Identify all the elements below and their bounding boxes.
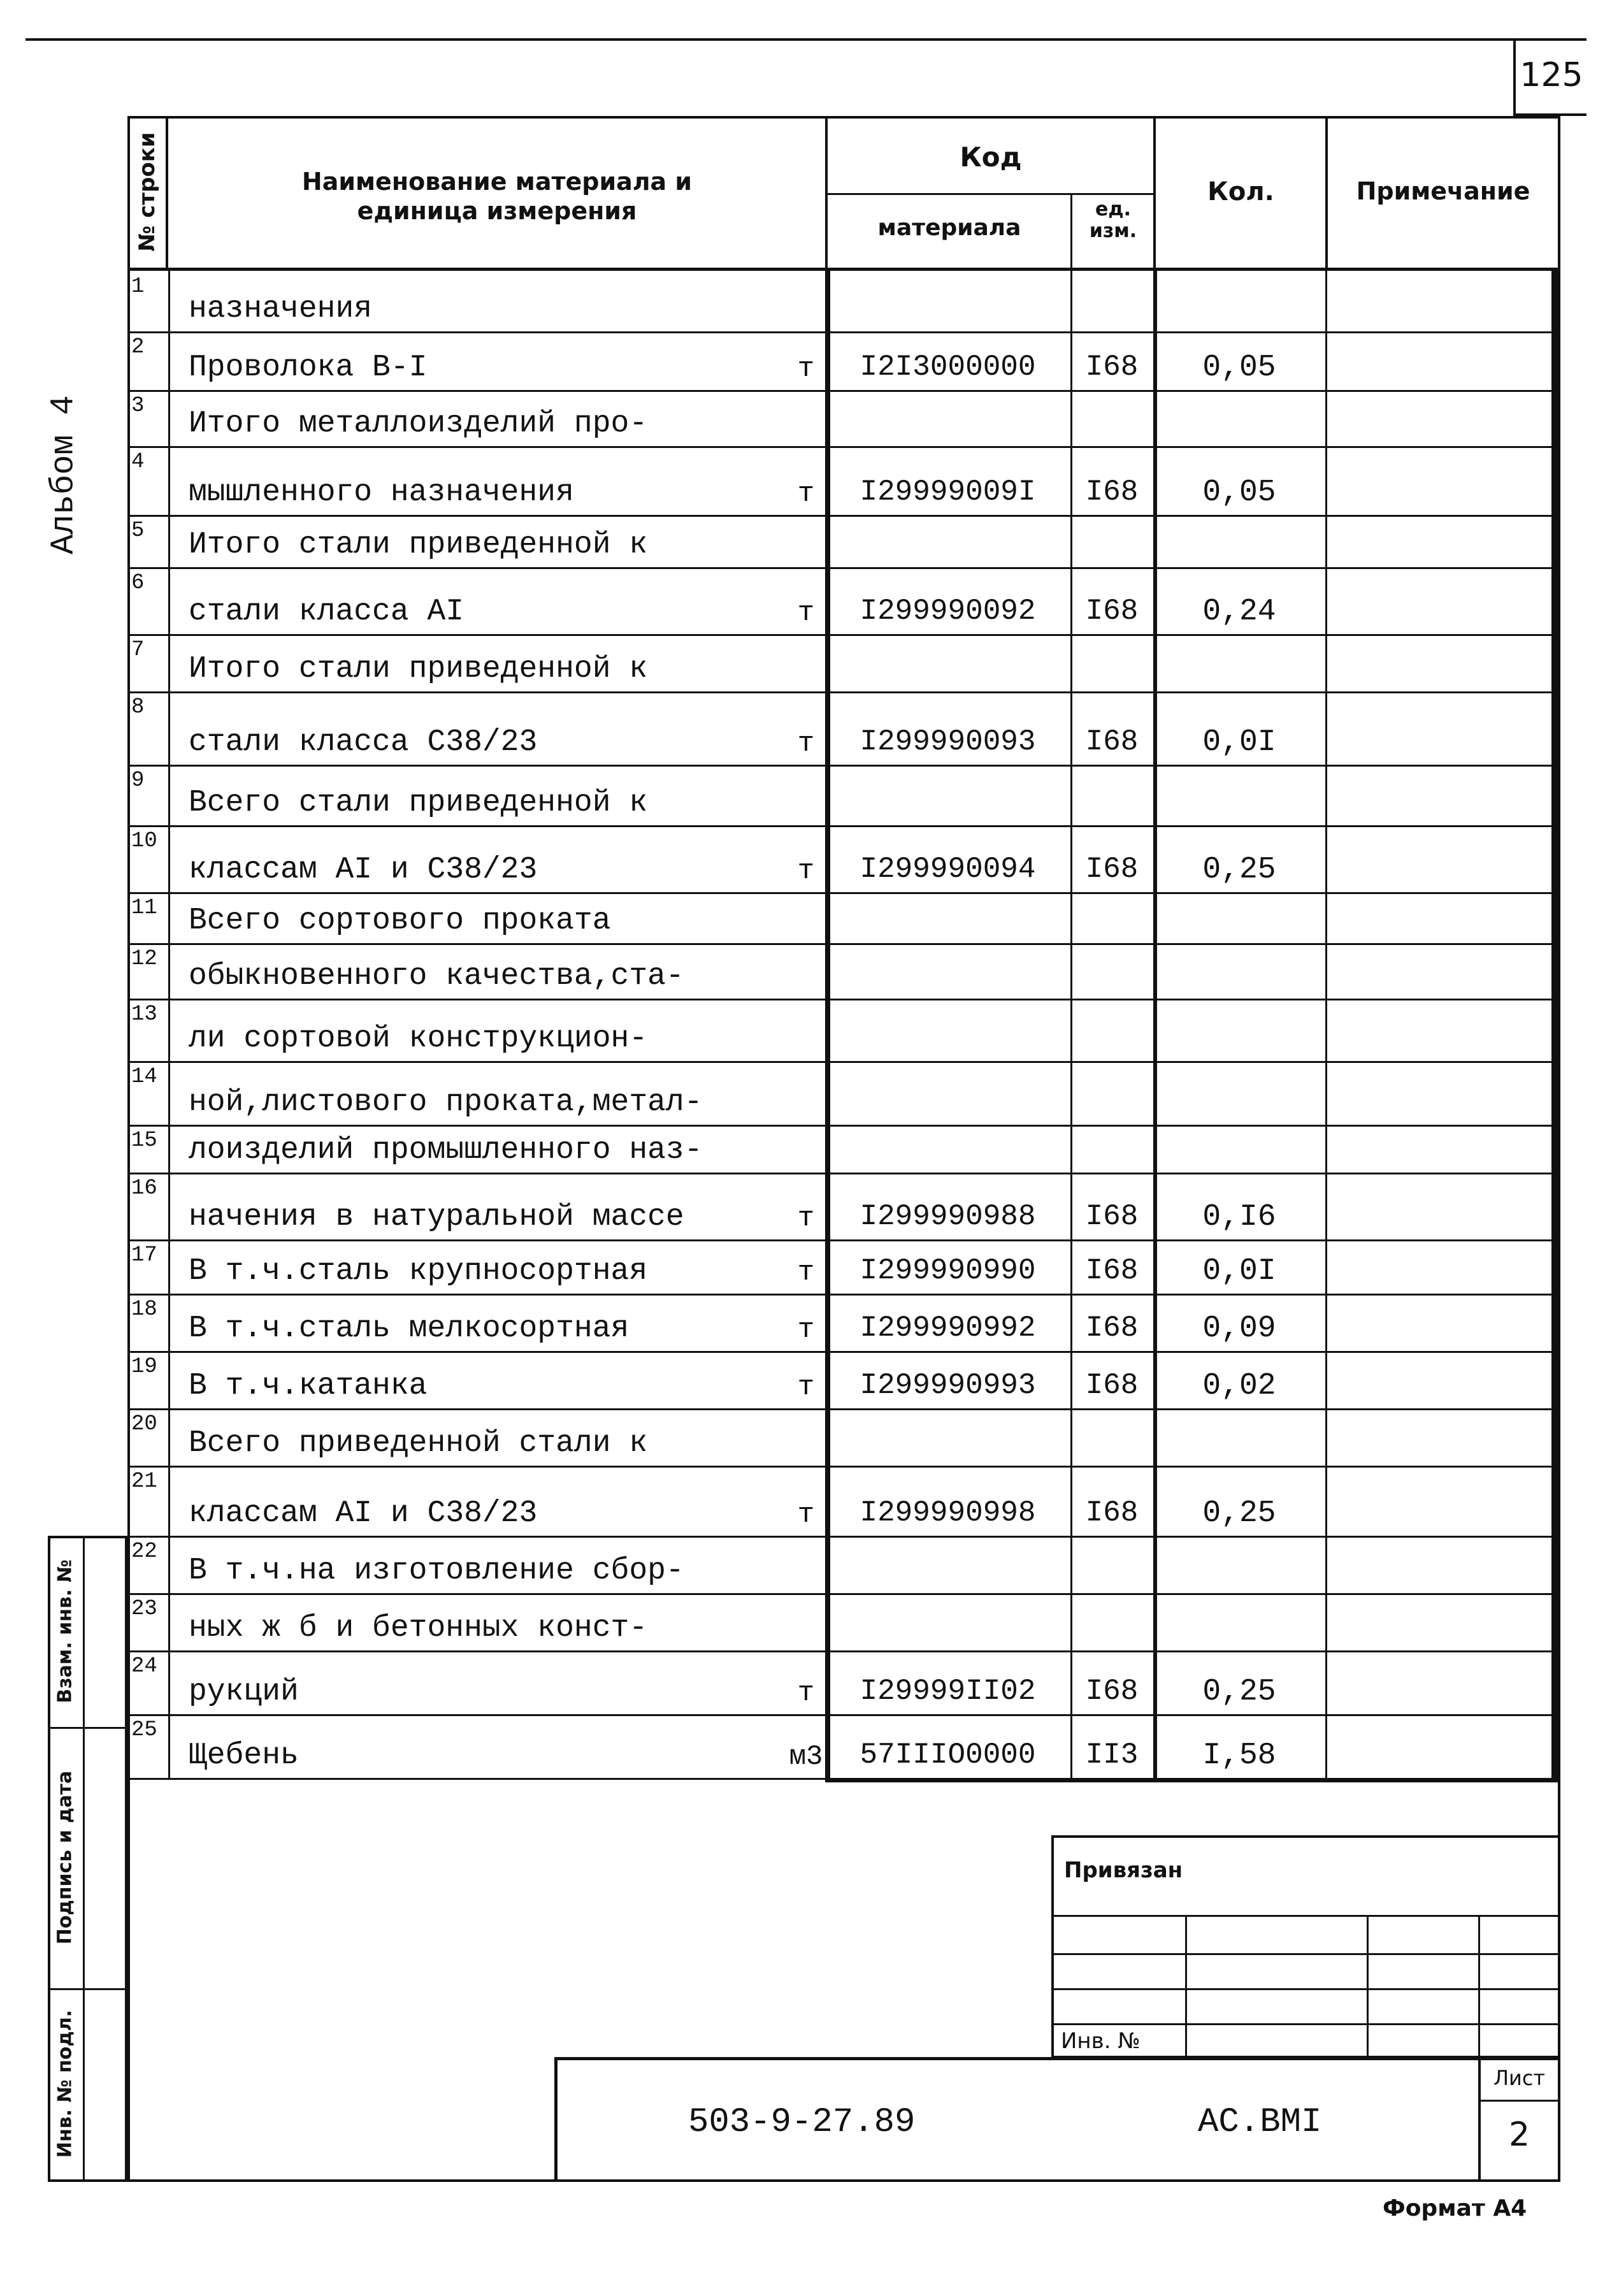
column-rule [1325,1714,1327,1778]
column-rule [1325,765,1327,825]
unit-code: I68 [1085,1254,1139,1287]
unit-code: II3 [1085,1738,1139,1772]
column-rule [168,1239,170,1294]
row-number: 1 [131,275,145,299]
frame-top [127,116,1558,119]
column-rule [1325,271,1327,331]
column-rule [1153,1466,1157,1536]
unit-code: I68 [1085,475,1139,509]
material-code: I299990092 [860,595,1036,628]
header-col-note [1325,116,1328,271]
row-number: 3 [131,394,145,418]
side-stamp-divider [83,1536,85,2182]
quantity: 0,I6 [1202,1200,1276,1234]
row-number: 11 [131,896,157,920]
column-rule [1153,999,1157,1061]
row-rule [127,1714,1558,1716]
vzam-inv-label: Взам. инв. № [54,1559,76,1703]
material-code: I2I3000000 [860,350,1036,384]
privyazan-row-4 [1051,2023,1558,2025]
column-rule [168,999,170,1061]
row-number: 21 [131,1469,157,1494]
quantity: 0,25 [1202,1496,1276,1531]
page-number-box-left [1513,38,1516,116]
unit-label: т [797,1677,815,1709]
row-rule [127,1125,1558,1127]
document-number: 503-9-27.89 [688,2103,916,2142]
row-number: 13 [131,1002,157,1027]
column-rule [1153,1714,1157,1778]
column-rule [1153,691,1157,765]
row-number: 24 [131,1654,157,1679]
row-rule [127,1650,1558,1652]
unit-label: м3 [789,1741,823,1773]
column-rule [1325,331,1327,390]
header-note: Примечание [1356,177,1530,205]
column-rule [168,1173,170,1239]
column-rule [1070,567,1072,634]
column-rule [1325,999,1327,1061]
material-name: Щебень [189,1738,299,1773]
column-rule [168,1294,170,1351]
material-name: рукций [189,1675,299,1709]
row-rule [127,390,1558,392]
row-rule [127,515,1558,517]
material-code: I299990093 [860,725,1036,758]
inv-podl-label: Инв. № подл. [54,2009,76,2158]
material-name: Итого стали приведенной к [189,528,648,562]
column-rule [1153,634,1157,691]
column-rule [1153,1294,1157,1351]
quantity: 0,05 [1202,350,1276,385]
row-number: 6 [131,571,145,595]
column-rule [1153,1536,1157,1593]
column-rule [1325,1351,1327,1408]
header-code: Код [960,141,1022,173]
row-number: 15 [131,1129,157,1153]
quantity: 0,02 [1202,1369,1276,1403]
column-rule [1153,1650,1157,1714]
row-number: 8 [131,695,145,719]
page-number: 125 [1520,56,1583,94]
column-rule [1153,825,1157,892]
inv-no-label: Инв. № [1061,2028,1140,2054]
column-rule [1153,1061,1157,1125]
column-rule [1325,567,1327,634]
material-name: стали класса АI [189,595,464,629]
unit-code: I68 [1085,1311,1139,1345]
quantity: 0,25 [1202,1675,1276,1709]
column-rule [1070,825,1072,892]
table-bottom-thick [825,1778,1558,1782]
unit-label: т [797,855,815,887]
column-rule [168,331,170,390]
privyazan-row-3 [1051,1988,1558,1990]
document-code: АС.ВМI [1198,2103,1322,2142]
column-rule [1070,515,1072,567]
privyazan-col-1 [1185,1915,1187,2058]
column-rule [1325,390,1327,446]
row-rule [127,1351,1558,1353]
column-rule [168,271,170,331]
column-rule [168,1593,170,1650]
unit-code: I68 [1085,595,1139,628]
row-rule [127,825,1558,827]
row-rule [127,1061,1558,1063]
material-name: лоизделий промышленного наз- [189,1133,703,1167]
column-rule [1153,1239,1157,1294]
row-rule [127,331,1558,333]
column-rule [1153,1408,1157,1466]
unit-code: I68 [1085,1369,1139,1402]
unit-label: т [797,1314,815,1346]
quantity: 0,05 [1202,475,1276,510]
row-number: 10 [131,829,157,853]
quantity: 0,25 [1202,853,1276,887]
row-rule [127,691,1558,693]
column-rule [1325,1173,1327,1239]
material-name: ли сортовой конструкцион- [189,1022,648,1056]
unit-label: т [797,1371,815,1403]
row-rule [127,1408,1558,1410]
material-name: назначения [189,292,373,326]
row-rule [127,1173,1558,1174]
privyazan-row-1 [1051,1915,1558,1917]
column-rule [1153,892,1157,943]
column-rule [1070,1351,1072,1408]
material-name: классам АI и С38/23 [189,853,538,887]
material-code: I299990998 [860,1496,1036,1529]
row-number: 16 [131,1176,157,1201]
column-rule [1070,1125,1072,1173]
material-name: Итого стали приведенной к [189,652,648,686]
column-rule [1325,1125,1327,1173]
header-code-split [825,193,1153,195]
column-rule [1153,765,1157,825]
frame-right [1558,116,1560,2182]
row-rule [127,1536,1558,1538]
format-label: Формат А4 [1383,2195,1527,2221]
column-rule [1325,1061,1327,1125]
material-name: ных ж б и бетонных конст- [189,1611,648,1645]
row-rule [127,567,1558,569]
header-bottom-rule [127,268,1558,271]
row-number: 5 [131,519,145,543]
column-rule [168,691,170,765]
column-rule [168,1466,170,1536]
frame-bottom [127,2179,1560,2182]
unit-code: I68 [1085,853,1139,886]
row-rule [127,892,1558,894]
column-rule [168,1536,170,1593]
unit-label: т [797,478,815,510]
column-rule [1153,1593,1157,1650]
album-label: Альбом 4 [45,395,83,554]
column-rule [168,892,170,943]
column-rule [168,1125,170,1173]
row-number: 7 [131,638,145,662]
material-name: стали класса С38/23 [189,725,538,760]
material-name: В т.ч.сталь крупносортная [189,1254,648,1289]
privyazan-row-2 [1051,1953,1558,1955]
material-code: I299990990 [860,1254,1036,1287]
material-name: Проволока В-I [189,350,428,385]
column-rule [168,634,170,691]
column-rule [1325,446,1327,515]
column-rule [1070,390,1072,446]
row-rule [127,1466,1558,1468]
column-rule [1070,331,1072,390]
column-rule [1070,1239,1072,1294]
column-rule [1070,1061,1072,1125]
column-rule [1325,1650,1327,1714]
material-code: I299990094 [860,853,1036,886]
header-unit-split [1070,193,1072,271]
column-rule [1325,1536,1327,1593]
column-rule [168,943,170,999]
column-rule [1070,634,1072,691]
column-rule [1153,515,1157,567]
column-rule [1070,892,1072,943]
column-rule [168,825,170,892]
unit-label: т [797,353,815,385]
column-rule [1070,1714,1072,1778]
row-rule [127,999,1558,1000]
quantity: 0,24 [1202,595,1276,629]
row-number: 17 [131,1243,157,1267]
row-number: 2 [131,335,145,359]
row-rule [127,1239,1558,1241]
row-number: 9 [131,769,145,793]
row-rule [127,634,1558,636]
material-name: ной,листового проката,метал- [189,1085,703,1120]
column-rule [168,1061,170,1125]
row-number: 12 [131,947,157,971]
column-rule [1325,1408,1327,1466]
material-name: Всего сортового проката [189,904,611,938]
header-material: материала [877,215,1021,241]
unit-label: т [797,1499,815,1531]
row-number: 22 [131,1540,157,1564]
column-rule [1070,1650,1072,1714]
header-qty: Кол. [1207,177,1274,206]
unit-label: т [797,597,815,629]
column-rule [1070,1294,1072,1351]
quantity: 0,09 [1202,1311,1276,1346]
material-name: начения в натуральной массе [189,1200,684,1234]
side-stamp-sep-2 [48,1988,127,1990]
row-number: 18 [131,1297,157,1322]
column-rule [1153,390,1157,446]
column-rule [1070,1466,1072,1536]
column-rule [1070,446,1072,515]
column-rule [1070,1408,1072,1466]
header-unit: ед. изм. [1089,198,1137,242]
sheet-label: Лист [1493,2066,1546,2090]
material-name: Всего стали приведенной к [189,786,648,820]
material-code: I29999II02 [860,1675,1036,1708]
column-rule [1153,1351,1157,1408]
side-stamp-sep-1 [48,1727,127,1729]
column-rule [168,765,170,825]
row-number: 20 [131,1412,157,1436]
unit-code: I68 [1085,350,1139,384]
row-rule [127,446,1558,448]
table-right-thick [1551,271,1558,1778]
code-block-left-thick [825,271,830,1778]
column-rule [1153,271,1157,331]
stamp-left-rule [554,2057,558,2182]
material-code: I299990993 [860,1369,1036,1402]
column-rule [1325,1593,1327,1650]
material-name: В т.ч.катанка [189,1369,428,1403]
column-rule [1070,1593,1072,1650]
unit-label: т [797,1202,815,1234]
column-rule [1153,567,1157,634]
header-col-qty [1153,116,1156,271]
row-rule [127,765,1558,767]
header-col-n [166,116,168,271]
column-rule [168,446,170,515]
column-rule [1153,1173,1157,1239]
material-name: мышленного назначения [189,475,574,510]
sheet-number: 2 [1508,2116,1530,2154]
material-name: Всего приведенной стали к [189,1426,648,1461]
header-row-number: № строки [134,132,160,252]
row-number: 19 [131,1355,157,1379]
column-rule [168,390,170,446]
row-rule [127,1593,1558,1595]
podpis-data-label: Подпись и дата [54,1770,76,1945]
quantity: 0,0I [1202,1254,1276,1289]
column-rule [1325,943,1327,999]
unit-label: т [797,728,815,760]
material-name: Итого металлоизделий про- [189,407,648,441]
row-number: 23 [131,1597,157,1621]
unit-code: I68 [1085,725,1139,758]
privyazan-label: Привязан [1064,1858,1183,1883]
column-rule [1325,892,1327,943]
column-rule [168,1408,170,1466]
privyazan-col-2 [1367,1915,1369,2058]
material-code: I29999009I [860,475,1036,509]
material-code: I299990992 [860,1311,1036,1345]
column-rule [1070,943,1072,999]
column-rule [1070,1536,1072,1593]
column-rule [1325,691,1327,765]
column-rule [1153,446,1157,515]
column-rule [1070,1173,1072,1239]
stamp-sheet-split [1478,2100,1560,2102]
column-rule [168,1351,170,1408]
material-code: 57IIIO0000 [860,1738,1036,1772]
column-rule [1070,999,1072,1061]
row-rule [127,1294,1558,1296]
frame-left [127,116,130,2182]
unit-code: I68 [1085,1200,1139,1233]
column-rule [1153,1125,1157,1173]
unit-label: т [797,1257,815,1289]
material-name: В т.ч.на изготовление сбор- [189,1554,684,1588]
column-rule [1325,825,1327,892]
column-rule [1325,1239,1327,1294]
material-code: I299990988 [860,1200,1036,1233]
column-rule [1153,943,1157,999]
row-number: 25 [131,1718,157,1742]
unit-code: I68 [1085,1496,1139,1529]
column-rule [1070,271,1072,331]
material-name: классам АI и С38/23 [189,1496,538,1531]
unit-code: I68 [1085,1675,1139,1708]
column-rule [1325,515,1327,567]
column-rule [1325,634,1327,691]
quantity: I,58 [1202,1738,1276,1773]
column-rule [1153,331,1157,390]
header-material-name: Наименование материала и единица измерения [301,168,693,225]
quantity: 0,0I [1202,725,1276,760]
column-rule [1070,691,1072,765]
column-rule [168,515,170,567]
material-name: обыкновенного качества,ста- [189,959,684,993]
column-rule [1325,1466,1327,1536]
column-rule [168,1650,170,1714]
privyazan-col-3 [1478,1915,1480,2058]
row-number: 14 [131,1065,157,1089]
row-rule [127,943,1558,945]
column-rule [168,1714,170,1778]
column-rule [1325,1294,1327,1351]
stamp-top-rule [554,2057,1560,2060]
column-rule [168,567,170,634]
column-rule [1070,765,1072,825]
top-rule [25,38,1587,41]
row-number: 4 [131,450,145,474]
material-name: В т.ч.сталь мелкосортная [189,1311,630,1346]
